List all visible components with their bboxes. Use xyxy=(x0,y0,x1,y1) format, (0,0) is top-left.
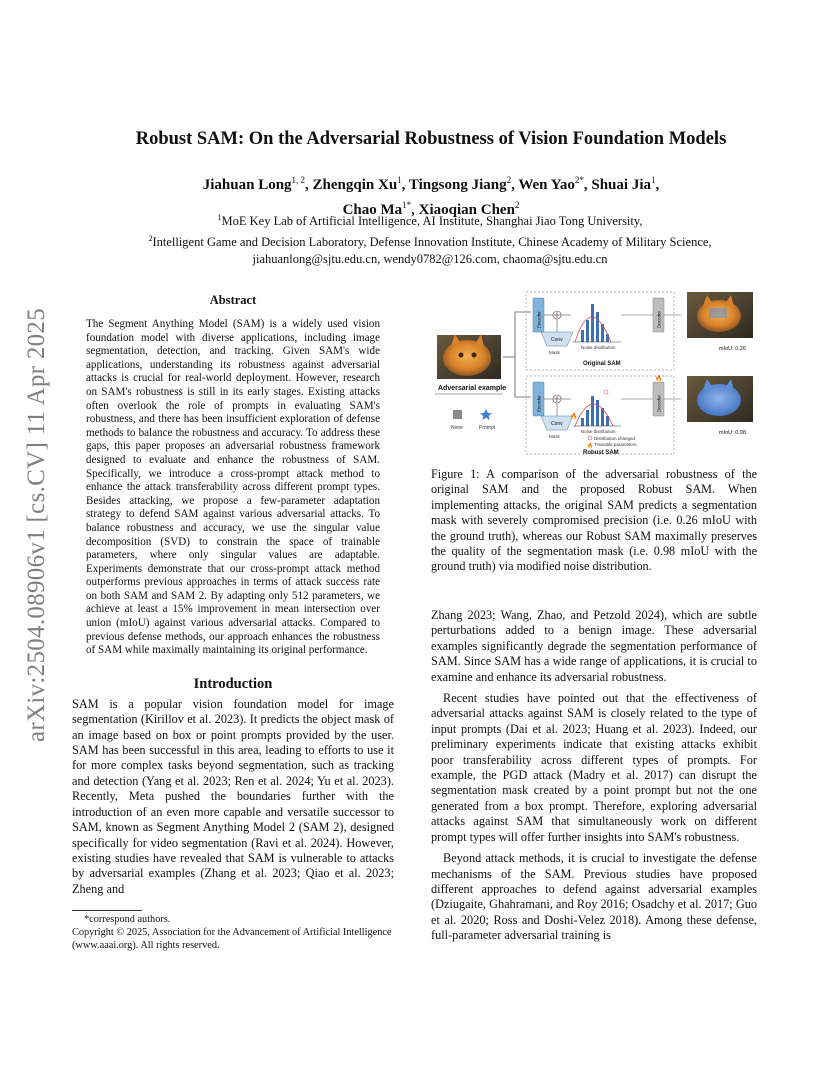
original-sam-label: Original SAM xyxy=(583,361,621,367)
paragraph: Recent studies have pointed out that the effectiveness of adversarial attacks against SAM is closely related to the type of input prompts (Dai et al. 2023; Huang et al. 2023). Indeed, our preliminary experiments indicate that existing attacks exhibit poor transferability across different types of prompts. For example, the PGD attack (Madry et al. 2017) can disrupt the segmentation mask created by a point prompt but not the one generated from a box prompt. Therefore, exploring adversarial attacks against SAM that simultaneously work on different prompt types will offer further insights into SAM's robustness. xyxy=(431,691,757,844)
paragraph: Zhang 2023; Wang, Zhao, and Petzold 2024), which are subtle perturbations added to a benign image. These adversarial examples significantly degrade the segmentation performance of SAM. Since SAM has a wide range of applications, it is crucial to examine and enhance its adversarial robustness. xyxy=(431,608,757,684)
author-name: Jiahuan Long xyxy=(202,177,292,193)
adversarial-example-label: Adversarial example xyxy=(438,385,507,392)
none-label: None xyxy=(451,425,463,431)
encoder-label-bottom: Encoder xyxy=(536,395,542,412)
footnote-rule xyxy=(72,910,142,911)
robust-sam-label: Robust SAM xyxy=(583,450,619,456)
introduction-heading: Introduction xyxy=(193,675,273,692)
author-name: Wen Yao xyxy=(518,177,575,193)
paragraph: Beyond attack methods, it is crucial to investigate the defense mechanisms of the SAM. Previous studies have proposed different approaches to defend against adversarial examples (Dziugaite, Ghahramani, and Roy 2016; Osadchy et al. 2017; Guo et al. 2020; Ross and Doshi-Velez 2018). Among these defense, full-parameter adversarial training is xyxy=(431,851,757,943)
trainable-parameters-legend: Trainable parameters xyxy=(594,442,637,447)
distribution-changed-legend: Distribution changed xyxy=(594,436,636,441)
left-column xyxy=(72,293,394,897)
mask-label-top: Mask xyxy=(549,350,560,355)
trainable-legend-icon: 🔥 xyxy=(587,444,594,449)
miou-bottom-label: mIoU: 0.98 xyxy=(719,430,746,436)
none-prompt-square xyxy=(453,410,462,419)
abstract-heading: Abstract xyxy=(209,293,257,307)
author-line-1: Jiahuan Long$^{1, 2}$, Zhengqin Xu$^1$, Tingsong Jiang$^2$, Wen Yao$^{2*}$, Shuai Jia$^1$, xyxy=(202,175,660,193)
arxiv-identifier-stamp xyxy=(20,285,54,765)
corresponding-author-note: *correspond authors. xyxy=(84,914,171,925)
flame-icon: 🔥 xyxy=(655,376,663,382)
prompt-label: Prompt xyxy=(479,425,496,431)
noise-histogram-bottom xyxy=(573,390,621,426)
output-cat-original xyxy=(687,292,753,338)
footnotes xyxy=(72,913,394,952)
right-column-text xyxy=(431,608,757,944)
encoder-label-top: Encoder xyxy=(536,311,542,328)
miou-top-label: mIoU: 0.26 xyxy=(719,346,746,352)
author-name: Xiaoqian Chen xyxy=(418,202,515,218)
distribution-changed-legend-icon xyxy=(588,436,592,440)
output-cat-robust xyxy=(687,376,753,422)
original-sam-box xyxy=(526,292,674,370)
affiliation-1: $^1$MoE Key Lab of Artificial Intelligence, AI Institute, Shanghai Jiao Tong University, xyxy=(217,213,643,229)
author-name: Shuai Jia xyxy=(591,177,651,193)
paragraph: SAM is a popular vision foundation model for image segmentation (Kirillov et al. 2023). It predicts the object mask of an image based on box or point prompts provided by the user. SAM has been successful in this area, leading to efforts to use it for more complex tasks beyond segmentation, such as tracking and detection (Yang et al. 2023; Ren et al. 2024; Yu et al. 2023). Recently, Meta pushed the boundaries further with the introduction of an even more capable and versatile successor to SAM, known as Segment Anything Model 2 (SAM 2), designed specifically for video segmentation (Ravi et al. 2024). However, existing studies have revealed that SAM is vulnerable to attacks by adversarial examples (Zhang et al. 2023; Qiao et al. 2023; Zheng and xyxy=(72,696,394,896)
author-name: Tingsong Jiang xyxy=(408,177,507,193)
adversarial-cat-image xyxy=(437,334,501,379)
flame-icon: 🔥 xyxy=(570,414,578,420)
author-line-2: Chao $Ma^{1*}$, Xiaoqian Chen$^2$ xyxy=(342,200,520,218)
paper-title: Robust SAM: On the Adversarial Robustness of Vision Foundation Models xyxy=(135,129,727,149)
arxiv-identifier-text: arXiv:2504.08906v1 [cs.CV] 11 Apr 2025 xyxy=(23,307,51,743)
author-name: Chao Ma xyxy=(342,202,403,218)
introduction-text xyxy=(72,697,394,897)
figure-1-diagram xyxy=(431,290,757,458)
affiliations xyxy=(90,209,770,268)
decoder-label-top: Decoder xyxy=(656,310,662,328)
prompt-star-icon xyxy=(480,409,492,420)
decoder-label-bottom: Decoder xyxy=(656,394,662,412)
author-name: Zhengqin Xu xyxy=(312,177,398,193)
noise-histogram-top xyxy=(573,304,621,342)
conv-label-top: Conv xyxy=(551,337,563,343)
copyright-note: Copyright © 2025, Association for the Advancement of Artificial Intelligence (www.aaai.org). All rights reserved. xyxy=(72,927,392,951)
noise-distribution-label-top: Noise distribution xyxy=(581,345,616,350)
conv-label-bottom: Conv xyxy=(551,421,563,427)
mask-label-bottom: Mask xyxy=(549,434,560,439)
abstract-text: The Segment Anything Model (SAM) is a widely used vision foundation model with diverse applications, including image segmentation, detection, and tracking. Given SAM's wide applications, understanding its robustness against adversarial attacks is crucial for real-world deployment. However, research on SAM's robustness is still in its early stages. Existing attacks often overlook the role of prompts in evaluating SAM's robustness, and there has been insufficient exploration of defense methods to balance the robustness and accuracy. To address these gaps, this paper proposes an adversarial robustness framework designed to evaluate and enhance the robustness of SAM. Specifically, we introduce a cross-prompt attack method to enhance the attack transferability across different prompt types. Besides attacking, we propose a few-parameter adaptation strategy to defend SAM against various adversarial attacks. To balance robustness and accuracy, we use the singular value decomposition (SVD) to constrain the space of trainable parameters, where only singular values are adaptable. Experiments demonstrate that our cross-prompt attack method outperforms previous approaches in terms of attack success rate on both SAM and SAM 2. By adapting only 512 parameters, we achieve at least a 15% improvement in mean intersection over union (mIoU) against various adversarial attacks. Compared to previous defense methods, our approach enhances the robustness of SAM while maximally maintaining its original performance. xyxy=(86,318,380,657)
author-emails: jiahuanlong@sjtu.edu.cn, wendy0782@126.com, chaoma@sjtu.edu.cn xyxy=(252,252,608,267)
figure-1-caption: Figure 1: A comparison of the adversarial robustness of the original SAM and the proposed Robust SAM. When implementing attacks, the original SAM predicts a segmentation mask with severely compromised precision (i.e. 0.26 mIoU with the ground truth), whereas our Robust SAM maximally preserves the quality of the segmentation mask (i.e. 0.98 mIoU with the ground truth) via modified noise distribution. xyxy=(431,467,757,574)
affiliation-2: $^2$Intelligent Game and Decision Laboratory, Defense Innovation Institute, Chinese Academy of Military Science, xyxy=(148,234,712,250)
noise-distribution-label-bottom: Noise distribution xyxy=(581,429,616,434)
